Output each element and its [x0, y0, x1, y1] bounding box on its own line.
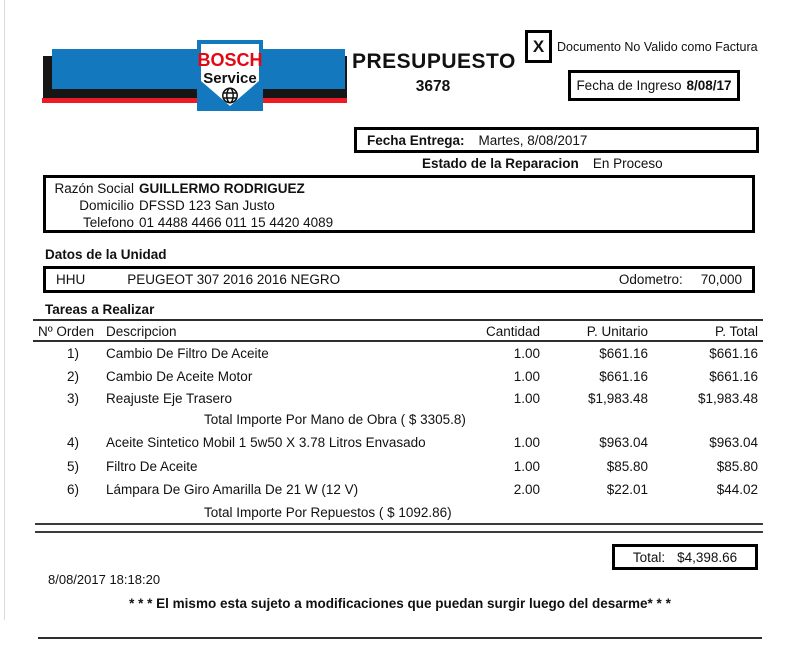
row-qty: 1.00 [513, 391, 540, 406]
row-total-price: $963.04 [709, 435, 758, 450]
header-total-price: P. Total [714, 324, 758, 339]
row-order: 2) [66, 369, 79, 384]
telefono-label: Telefono [82, 215, 134, 230]
fecha-ingreso-box [568, 70, 740, 101]
fecha-ingreso-label: Fecha de Ingreso [576, 78, 682, 93]
row-qty: 1.00 [513, 346, 540, 361]
table-header-row [0, 323, 800, 340]
row-desc: Filtro De Aceite [106, 459, 198, 474]
row-order: 5) [66, 459, 79, 474]
row-desc: Lámpara De Giro Amarilla De 21 W (12 V) [106, 482, 359, 497]
unit-vehicle: PEUGEOT 307 2016 2016 NEGRO [127, 272, 341, 287]
not-valid-label: Documento No Valido como Factura [557, 40, 758, 54]
header-order: Nº Orden [38, 324, 94, 339]
bottom-rule [38, 637, 762, 639]
odometer-label: Odometro: [618, 272, 683, 287]
print-datetime: 8/08/2017 18:18:20 [48, 572, 161, 587]
subtotal-row-labor [0, 411, 800, 428]
estado-value: En Proceso [592, 156, 663, 171]
logo-red-underline [42, 98, 347, 103]
unit-code: HHU [56, 272, 86, 287]
document-number: 3678 [415, 78, 451, 95]
table-row [0, 481, 800, 498]
row-desc: Reajuste Eje Trasero [106, 391, 233, 406]
domicilio-value: DFSSD 123 San Justo [139, 198, 275, 213]
customer-box [43, 175, 755, 233]
row-qty: 1.00 [513, 459, 540, 474]
row-order: 6) [66, 482, 79, 497]
unit-box [43, 266, 755, 293]
logo-brand-text: BOSCH [197, 50, 263, 70]
tasks-section-title: Tareas a Realizar [45, 302, 155, 317]
row-desc: Aceite Sintetico Mobil 1 5w50 X 3.78 Litros Envasado [106, 435, 426, 450]
table-row [0, 390, 800, 407]
not-valid-checkbox [525, 30, 552, 63]
odometer-value: 70,000 [700, 272, 742, 287]
table-row [0, 345, 800, 362]
logo-sub-text: Service [203, 70, 257, 87]
grand-total-box [612, 544, 758, 570]
bosch-service-logo [38, 38, 350, 113]
page-edge-line [4, 0, 5, 620]
table-row [0, 368, 800, 385]
subtotal-row-parts [0, 504, 800, 521]
row-unit-price: $661.16 [599, 369, 648, 384]
fecha-entrega-label: Fecha Entrega: [367, 132, 465, 148]
row-total-price: $85.80 [716, 459, 758, 474]
double-rule [35, 523, 763, 533]
row-order: 1) [66, 346, 79, 361]
customer-line-domicilio [46, 197, 752, 214]
row-unit-price: $22.01 [606, 482, 648, 497]
row-total-price: $44.02 [716, 482, 758, 497]
subtotal-parts-text: Total Importe Por Repuestos ( $ 1092.86) [204, 505, 452, 520]
fecha-entrega-value: Martes, 8/08/2017 [478, 132, 588, 148]
checkbox-x-mark: X [532, 36, 545, 56]
row-unit-price: $963.04 [599, 435, 648, 450]
row-unit-price: $85.80 [606, 459, 648, 474]
document-title: PRESUPUESTO [352, 50, 516, 73]
header-desc: Descripcion [106, 324, 177, 339]
table-row [0, 458, 800, 475]
row-total-price: $661.16 [709, 346, 758, 361]
row-unit-price: $661.16 [599, 346, 648, 361]
razon-social-label: Razón Social [54, 181, 134, 196]
row-total-price: $661.16 [709, 369, 758, 384]
row-qty: 1.00 [513, 369, 540, 384]
fecha-entrega-box [354, 127, 759, 153]
telefono-value: 01 4488 4466 011 15 4420 4089 [139, 215, 334, 230]
row-qty: 1.00 [513, 435, 540, 450]
estado-row [422, 155, 663, 172]
row-total-price: $1,983.48 [697, 391, 758, 406]
fecha-ingreso-value: 8/08/17 [686, 78, 732, 93]
estado-label: Estado de la Reparacion [422, 156, 579, 171]
subtotal-labor-text: Total Importe Por Mano de Obra ( $ 3305.8) [204, 412, 466, 427]
header-unit-price: P. Unitario [586, 324, 648, 339]
row-order: 3) [66, 391, 79, 406]
customer-line-telefono [46, 214, 752, 231]
domicilio-label: Domicilio [79, 198, 134, 213]
unit-section-title: Datos de la Unidad [45, 247, 167, 262]
row-desc: Cambio De Filtro De Aceite [106, 346, 269, 361]
rule-under-tasks-title [33, 319, 763, 321]
rule-under-table-header [33, 340, 763, 342]
row-desc: Cambio De Aceite Motor [106, 369, 253, 384]
row-unit-price: $1,983.48 [587, 391, 648, 406]
row-qty: 2.00 [513, 482, 540, 497]
table-row [0, 434, 800, 451]
customer-line-razon [46, 180, 752, 197]
header-qty: Cantidad [485, 324, 540, 339]
row-order: 4) [66, 435, 79, 450]
total-value: $4,398.66 [677, 549, 738, 565]
razon-social-value: GUILLERMO RODRIGUEZ [139, 181, 305, 196]
total-label: Total: [632, 549, 666, 565]
odometer-group [619, 272, 742, 287]
disclaimer-text: * * * El mismo esta sujeto a modificaciones que puedan surgir luego del desarme* * * [129, 596, 671, 611]
